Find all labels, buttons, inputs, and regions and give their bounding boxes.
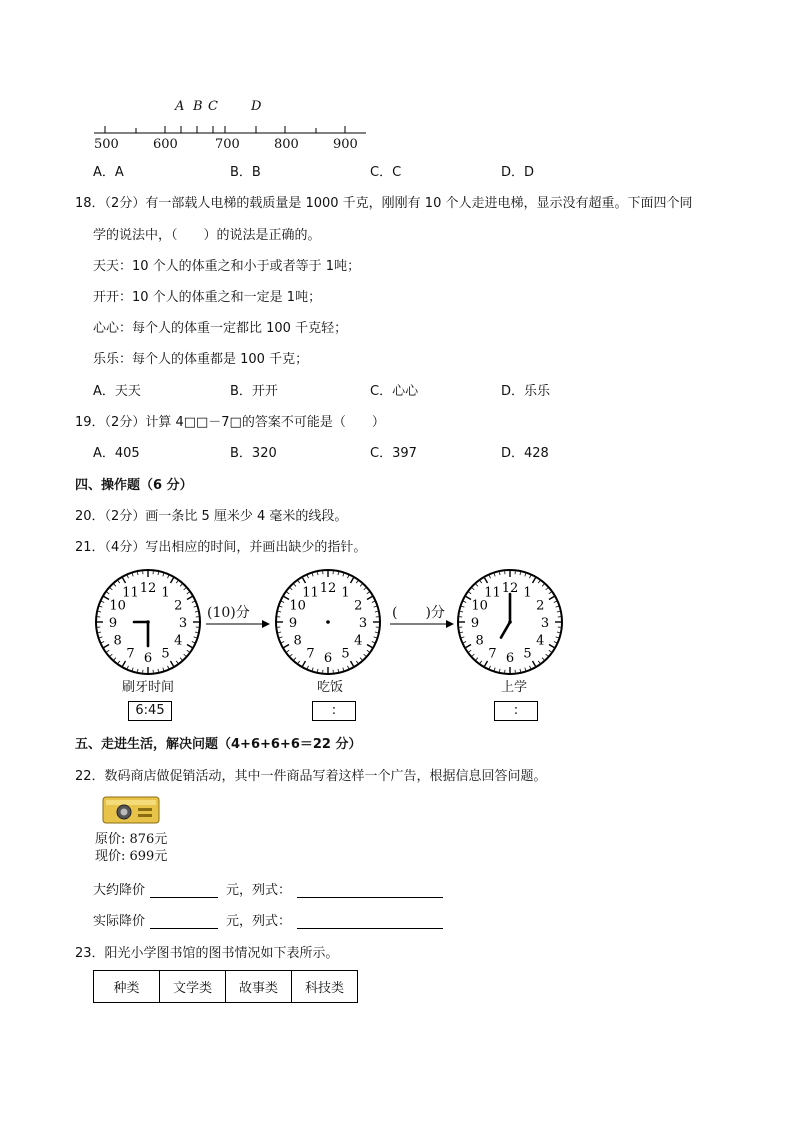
clock-number: 2 [174,598,183,614]
current-price: 现价: 699元 [95,849,168,864]
arrow-2-head [446,620,454,628]
clock-number: 1 [341,585,350,601]
tick-label: 500 [94,137,119,152]
q18-option-b: B．开开 [230,384,278,399]
clock-number: 3 [178,616,188,631]
original-price: 原价: 876元 [95,832,168,847]
clock-number: 1 [523,585,532,601]
arrow-1-head [262,620,270,628]
q18-option-d: D．乐乐 [501,384,551,399]
q22-text: 22．数码商店做促销活动，其中一件商品写着这样一个广告，根据信息回答问题。 [75,769,547,784]
clock-number: 9 [288,616,298,631]
clocks-diagram [0,565,794,705]
clock-label-school: 上学 [501,680,528,695]
clock-number: 4 [536,633,545,649]
q18-statement-2: 开开：10 个人的体重之和一定是 1吨； [93,290,322,305]
clock-number: 10 [289,598,306,614]
clock-number: 3 [540,616,550,631]
actual-formula-blank[interactable] [297,914,443,929]
q19-option-a: A．405 [93,446,140,461]
tick-label: 800 [274,137,299,152]
arrow-1-label: (10)分 [207,605,250,621]
clock-number: 4 [354,633,363,649]
q19-option-b: B．320 [230,446,277,461]
q18-option-c: C．心心 [370,384,419,399]
table-header-cell: 文学类 [160,971,226,1003]
clock-eating [276,570,380,674]
section-4-title: 四、操作题（6 分） [75,478,193,493]
clock-number: 10 [109,598,126,614]
clock-number: 8 [113,633,122,649]
clock-number: 7 [126,646,135,662]
clock-number: 4 [174,633,183,649]
arrow-2-label: ( )分 [392,605,445,621]
point-label-a: A [175,99,185,114]
number-line-ticks [105,126,345,133]
time-box-school[interactable]: : [494,701,538,721]
clock-number: 6 [505,651,515,666]
actual-discount-label: 实际降价 [93,914,146,929]
projector-icon [102,796,162,826]
q18-statement-4: 乐乐：每个人的体重都是 100 千克； [93,352,309,367]
clock-number: 6 [323,651,333,666]
q18-statement-1: 天天：10 个人的体重之和小于或者等于 1吨； [93,259,361,274]
time-box-eating[interactable]: : [312,701,356,721]
table-row [94,971,358,1003]
clock-number: 5 [523,646,532,662]
clock-number: 5 [341,646,350,662]
clock-label-brushing: 刷牙时间 [122,680,175,695]
clock-number: 11 [302,585,319,601]
approx-formula-blank[interactable] [297,883,443,898]
q19-option-c: C．397 [370,446,417,461]
tick-label: 600 [153,137,178,152]
clock-brushing-teeth [96,570,200,674]
q19-text: 19．（2分）计算 4□□－7□的答案不可能是（ ） [75,415,385,430]
clock-number: 3 [358,616,368,631]
q17-option-d: D．D [501,165,535,180]
q21-text: 21．（4分）写出相应的时间，并画出缺少的指针。 [75,540,367,555]
clock-number: 12 [501,581,519,596]
clock-school [458,570,562,674]
q23-text: 23．阳光小学图书馆的图书情况如下表所示。 [75,946,339,961]
clock-number: 8 [293,633,302,649]
clock-number: 7 [488,646,497,662]
table-header-cell: 种类 [94,971,160,1003]
q17-option-a: A．A [93,165,124,180]
clock-number: 9 [108,616,118,631]
time-box-brushing: 6:45 [128,701,172,721]
table-header-cell: 科技类 [292,971,358,1003]
books-table [93,970,358,1003]
q18-text-line2: 学的说法中，（ ）的说法是正确的。 [93,228,321,243]
q17-option-b: B．B [230,165,261,180]
clock-label-eating: 吃饭 [317,680,344,695]
clock-number: 6 [143,651,153,666]
q18-option-a: A．天天 [93,384,141,399]
approx-discount-blank[interactable] [150,883,218,898]
clock-number: 10 [471,598,488,614]
approx-discount-label: 大约降价 [93,883,146,898]
table-header-cell: 故事类 [226,971,292,1003]
approx-discount-unit: 元，列式： [226,883,292,898]
clock-number: 11 [122,585,139,601]
q18-text-line1: 18．（2分）有一部载人电梯的载质量是 1000 千克，刚刚有 10 个人走进电梯，显示没有超重。下面四个同 [75,196,693,211]
clock-center [326,620,330,624]
point-label-c: C [208,99,218,114]
number-line [0,0,794,160]
actual-discount-blank[interactable] [150,914,218,929]
actual-discount-unit: 元，列式： [226,914,292,929]
q17-option-c: C．C [370,165,402,180]
clock-number: 7 [306,646,315,662]
clock-number: 1 [161,585,170,601]
point-label-d: D [251,99,262,114]
q20-text: 20．（2分）画一条比 5 厘米少 4 毫米的线段。 [75,509,348,524]
clock-number: 12 [319,581,337,596]
clock-number: 8 [475,633,484,649]
clock-number: 12 [139,581,157,596]
tick-label: 700 [215,137,240,152]
q18-statement-3: 心心：每个人的体重一定都比 100 千克轻； [93,321,348,336]
clock-number: 9 [470,616,480,631]
clock-number: 5 [161,646,170,662]
clock-number: 2 [536,598,545,614]
q19-option-d: D．428 [501,446,549,461]
clock-number: 11 [484,585,501,601]
tick-label: 900 [333,137,358,152]
clock-number: 2 [354,598,363,614]
point-label-b: B [193,99,203,114]
section-5-title: 五、走进生活，解决问题（4+6+6+6＝22 分） [75,737,362,752]
